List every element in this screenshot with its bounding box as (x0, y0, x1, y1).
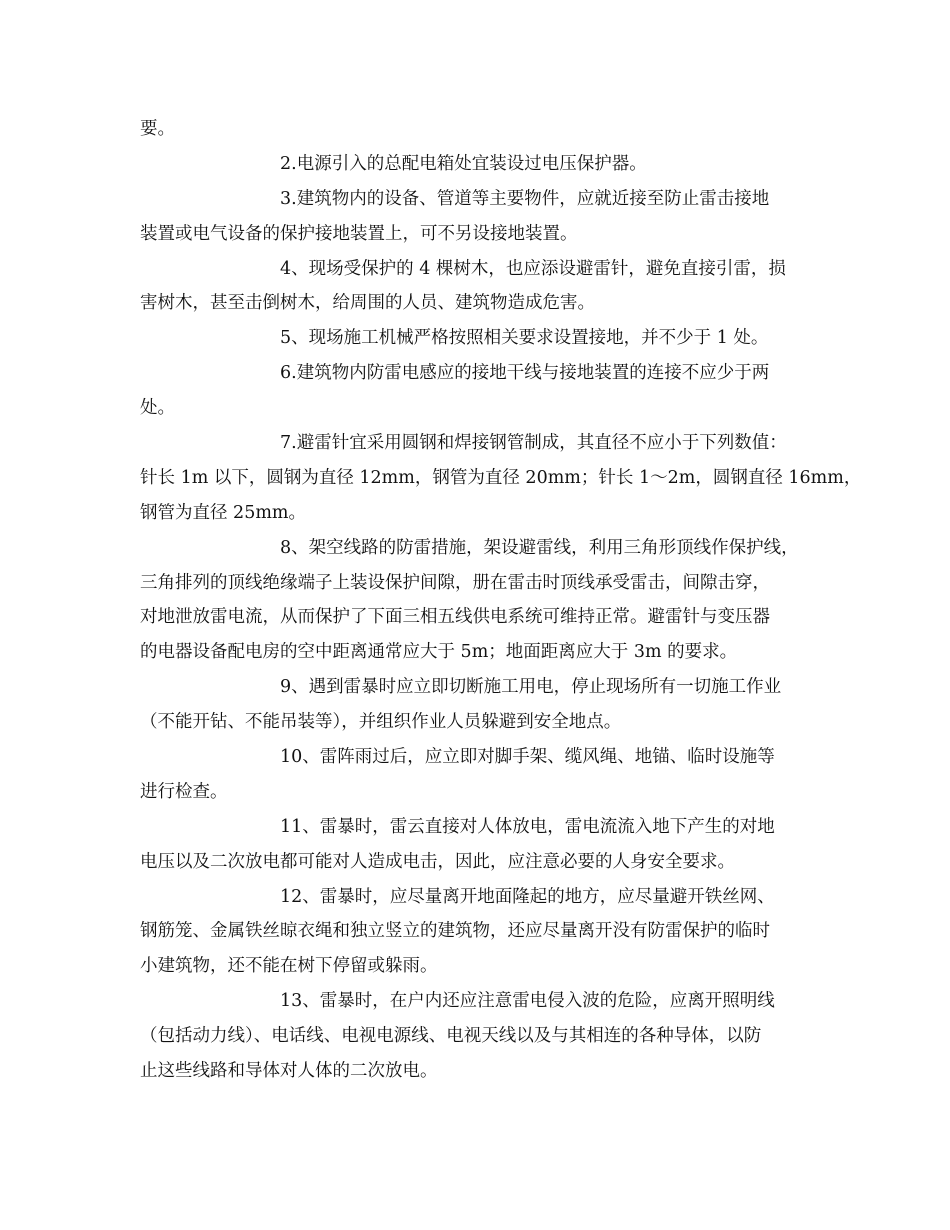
text-line: 3.建筑物内的设备、管道等主要物件，应就近接至防止雷击接地 (280, 188, 770, 209)
text-line: 止这些线路和导体对人体的二次放电。 (140, 1061, 438, 1082)
text-line: 6.建筑物内防雷电感应的接地干线与接地装置的连接不应少于两 (280, 363, 770, 384)
text-line: 三角排列的顶线绝缘端子上装设保护间隙，册在雷击时顶线承受雷击，间隙击穿， (140, 572, 770, 593)
text-line: 2.电源引入的总配电箱处宜装设过电压保护器。 (280, 153, 647, 174)
text-line: 针长 1m 以下，圆钢为直径 12mm，钢管为直径 20mm；针长 1～2m，圆钢直径 16mm， (140, 467, 862, 488)
text-line: 钢筋笼、金属铁丝晾衣绳和独立竖立的建筑物，还应尽量离开没有防雷保护的临时 (140, 921, 770, 942)
text-line: 4、现场受保护的 4 棵树木，也应添设避雷针，避免直接引雷，损 (280, 258, 786, 279)
text-line: 要。 (140, 119, 175, 139)
text-line: 钢管为直径 25mm。 (140, 502, 307, 523)
text-line: 害树木，甚至击倒树木，给周围的人员、建筑物造成危害。 (140, 293, 595, 314)
text-line: （不能开钻、不能吊装等），并组织作业人员躲避到安全地点。 (140, 712, 622, 733)
text-line: 小建筑物，还不能在树下停留或躲雨。 (140, 956, 438, 977)
document-body (140, 112, 862, 1089)
text-line: 处。 (140, 398, 175, 419)
text-line: 8、架空线路的防雷措施，架设避雷线，利用三角形顶线作保护线， (280, 537, 799, 558)
text-line: 7.避雷针宜采用圆钢和焊接钢管制成，其直径不应小于下列数值： (280, 433, 787, 454)
text-line: 10、雷阵雨过后，应立即对脚手架、缆风绳、地锚、临时设施等 (280, 747, 775, 768)
text-line: 9、遇到雷暴时应立即切断施工用电，停止现场所有一切施工作业 (280, 677, 782, 698)
text-line: 装置或电气设备的保护接地装置上，可不另设接地装置。 (140, 223, 578, 244)
text-line: 的电器设备配电房的空中距离通常应大于 5m；地面距离应大于 3m 的要求。 (140, 642, 738, 663)
text-line: 进行检查。 (140, 781, 228, 802)
text-line: 11、雷暴时，雷云直接对人体放电，雷电流流入地下产生的对地 (280, 816, 775, 837)
text-line: 13、雷暴时，在户内还应注意雷电侵入波的危险，应离开照明线 (280, 991, 775, 1012)
text-line: 5、现场施工机械严格按照相关要求设置接地，并不少于 1 处。 (280, 328, 769, 349)
text-line: 电压以及二次放电都可能对人造成电击，因此，应注意必要的人身安全要求。 (140, 851, 735, 872)
text-line: 12、雷暴时，应尽量离开地面隆起的地方，应尽量避开铁丝网、 (280, 886, 775, 907)
text-line: （包括动力线）、电话线、电视电源线、电视天线以及与其相连的各种导体，以防 (140, 1026, 762, 1047)
text-line: 对地泄放雷电流，从而保护了下面三相五线供电系统可维持正常。避雷针与变压器 (140, 607, 770, 628)
